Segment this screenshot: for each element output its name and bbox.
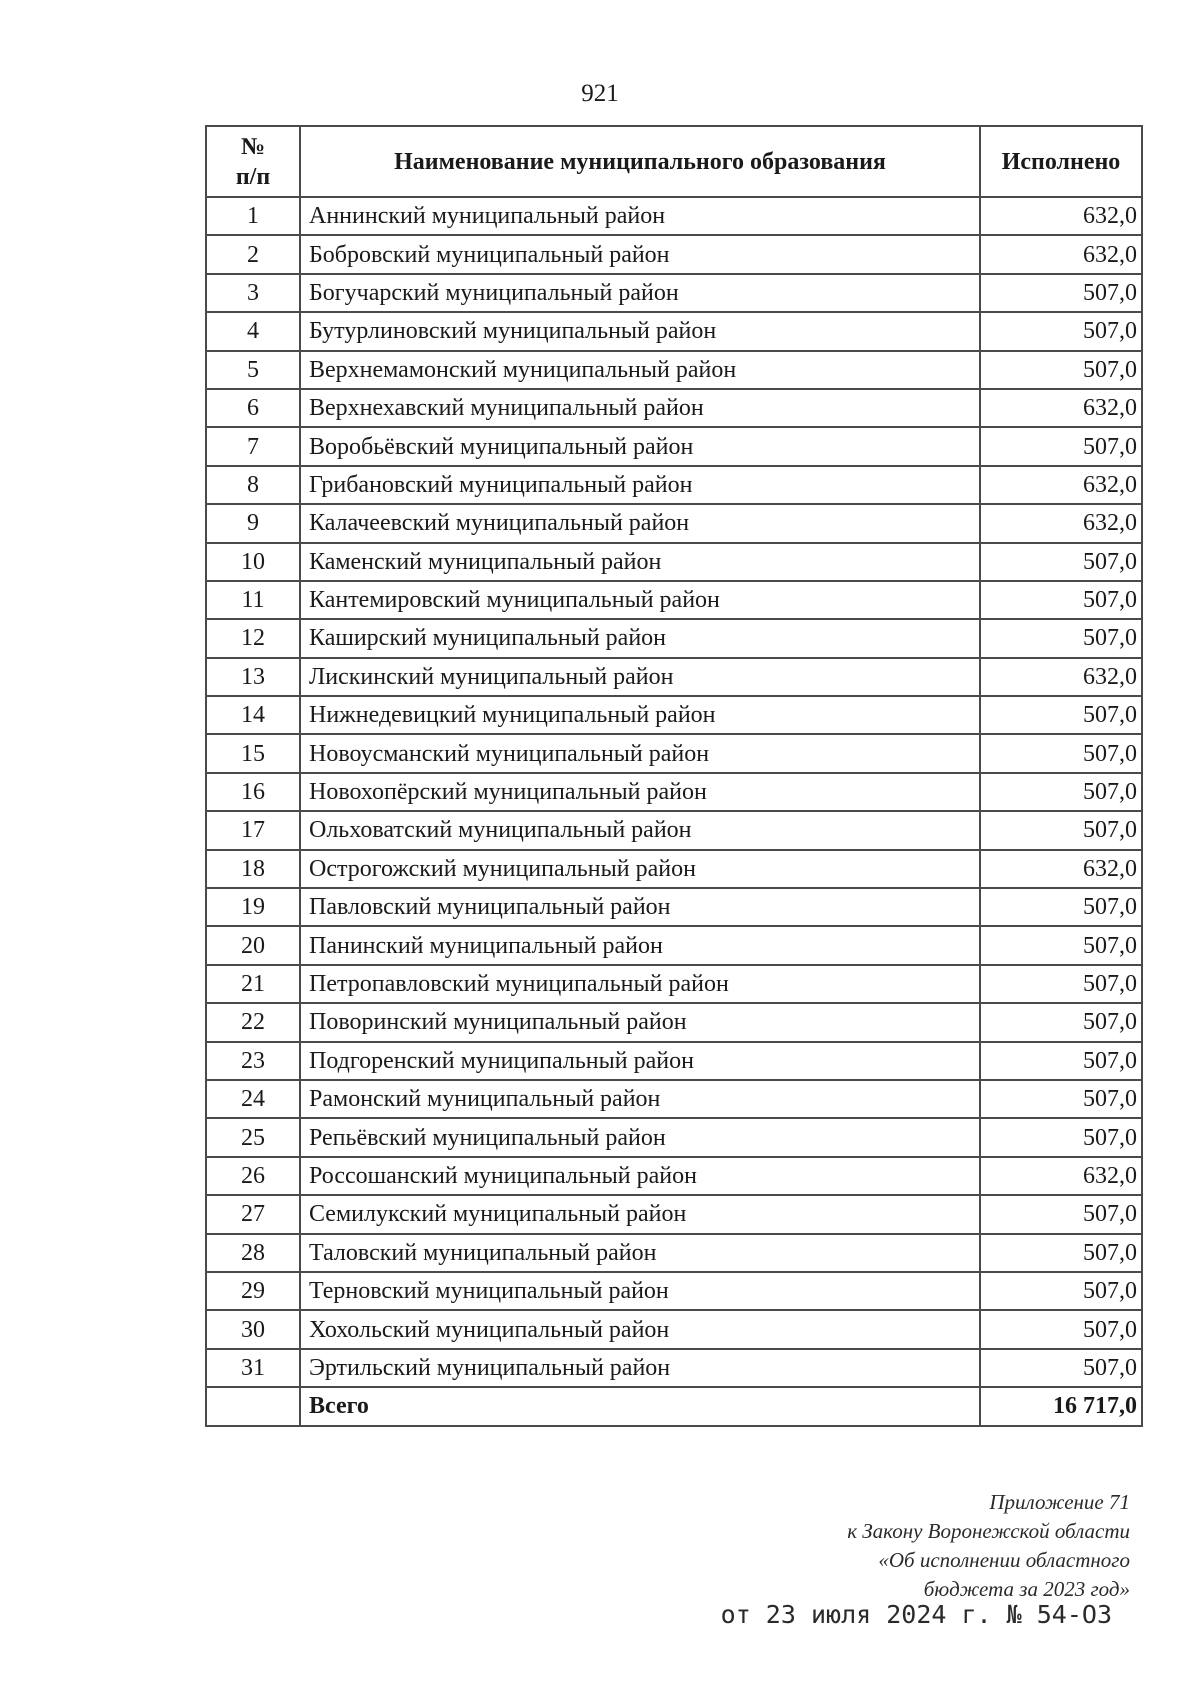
row-municipality-name: Семилукский муниципальный район xyxy=(300,1195,980,1233)
table-row xyxy=(206,1042,1142,1080)
header-name: Наименование муниципального образования xyxy=(300,126,980,197)
table-body xyxy=(206,197,1142,1426)
table-row xyxy=(206,1310,1142,1348)
annex-caption xyxy=(0,1488,1130,1604)
row-municipality-name: Поворинский муниципальный район xyxy=(300,1003,980,1041)
header-number xyxy=(206,126,300,197)
budget-table xyxy=(205,125,1143,1427)
row-number: 15 xyxy=(206,734,300,772)
row-municipality-name: Хохольский муниципальный район xyxy=(300,1310,980,1348)
row-executed-value: 507,0 xyxy=(980,619,1142,657)
table-row xyxy=(206,773,1142,811)
row-number: 19 xyxy=(206,888,300,926)
table-row xyxy=(206,351,1142,389)
table-row xyxy=(206,581,1142,619)
row-municipality-name: Калачеевский муниципальный район xyxy=(300,504,980,542)
row-municipality-name: Таловский муниципальный район xyxy=(300,1234,980,1272)
annex-line: Приложение 71 xyxy=(989,1490,1130,1514)
table-row xyxy=(206,696,1142,734)
annex-line: к Закону Воронежской области xyxy=(847,1519,1130,1543)
row-number: 21 xyxy=(206,965,300,1003)
table-row xyxy=(206,504,1142,542)
table-row xyxy=(206,850,1142,888)
row-number: 10 xyxy=(206,543,300,581)
row-municipality-name: Россошанский муниципальный район xyxy=(300,1157,980,1195)
row-municipality-name: Павловский муниципальный район xyxy=(300,888,980,926)
row-number: 24 xyxy=(206,1080,300,1118)
table-total-row xyxy=(206,1387,1142,1425)
row-executed-value: 632,0 xyxy=(980,658,1142,696)
row-municipality-name: Петропавловский муниципальный район xyxy=(300,965,980,1003)
page-number: 921 xyxy=(581,80,619,107)
table-row xyxy=(206,658,1142,696)
table-row xyxy=(206,389,1142,427)
table-row xyxy=(206,1195,1142,1233)
row-executed-value: 507,0 xyxy=(980,965,1142,1003)
row-number: 27 xyxy=(206,1195,300,1233)
row-municipality-name: Бутурлиновский муниципальный район xyxy=(300,312,980,350)
row-executed-value: 507,0 xyxy=(980,696,1142,734)
row-number: 22 xyxy=(206,1003,300,1041)
row-municipality-name: Богучарский муниципальный район xyxy=(300,274,980,312)
row-number: 12 xyxy=(206,619,300,657)
table-row xyxy=(206,811,1142,849)
table-row xyxy=(206,965,1142,1003)
table-row xyxy=(206,1349,1142,1387)
table-row xyxy=(206,312,1142,350)
row-executed-value: 507,0 xyxy=(980,543,1142,581)
row-number: 6 xyxy=(206,389,300,427)
table-row xyxy=(206,619,1142,657)
row-number: 23 xyxy=(206,1042,300,1080)
row-municipality-name: Острогожский муниципальный район xyxy=(300,850,980,888)
total-value: 16 717,0 xyxy=(980,1387,1142,1425)
row-municipality-name: Подгоренский муниципальный район xyxy=(300,1042,980,1080)
law-date-stamp: от 23 июля 2024 г. № 54-ОЗ xyxy=(720,1600,1112,1629)
row-municipality-name: Ольховатский муниципальный район xyxy=(300,811,980,849)
row-executed-value: 632,0 xyxy=(980,504,1142,542)
row-number: 17 xyxy=(206,811,300,849)
row-number: 28 xyxy=(206,1234,300,1272)
table-row xyxy=(206,197,1142,235)
row-executed-value: 507,0 xyxy=(980,427,1142,465)
row-executed-value: 507,0 xyxy=(980,734,1142,772)
row-number: 5 xyxy=(206,351,300,389)
row-municipality-name: Верхнемамонский муниципальный район xyxy=(300,351,980,389)
row-executed-value: 632,0 xyxy=(980,466,1142,504)
row-number: 8 xyxy=(206,466,300,504)
row-number: 20 xyxy=(206,926,300,964)
table-row xyxy=(206,1003,1142,1041)
table-row xyxy=(206,734,1142,772)
row-executed-value: 632,0 xyxy=(980,235,1142,273)
header-number-abbr: п/п xyxy=(235,163,271,190)
row-executed-value: 507,0 xyxy=(980,773,1142,811)
row-executed-value: 507,0 xyxy=(980,1080,1142,1118)
row-executed-value: 632,0 xyxy=(980,197,1142,235)
header-number-symbol: № xyxy=(240,133,266,160)
row-number: 11 xyxy=(206,581,300,619)
row-number: 3 xyxy=(206,274,300,312)
row-number: 9 xyxy=(206,504,300,542)
annex-line: «Об исполнении областного xyxy=(878,1548,1130,1572)
row-municipality-name: Новохопёрский муниципальный район xyxy=(300,773,980,811)
row-number: 2 xyxy=(206,235,300,273)
row-executed-value: 632,0 xyxy=(980,389,1142,427)
row-municipality-name: Эртильский муниципальный район xyxy=(300,1349,980,1387)
row-municipality-name: Кантемировский муниципальный район xyxy=(300,581,980,619)
row-number: 13 xyxy=(206,658,300,696)
row-municipality-name: Верхнехавский муниципальный район xyxy=(300,389,980,427)
row-executed-value: 507,0 xyxy=(980,1118,1142,1156)
row-municipality-name: Терновский муниципальный район xyxy=(300,1272,980,1310)
total-label: Всего xyxy=(300,1387,980,1425)
table-row xyxy=(206,274,1142,312)
row-executed-value: 507,0 xyxy=(980,1234,1142,1272)
table-row xyxy=(206,1080,1142,1118)
row-municipality-name: Нижнедевицкий муниципальный район xyxy=(300,696,980,734)
row-executed-value: 632,0 xyxy=(980,1157,1142,1195)
row-municipality-name: Новоусманский муниципальный район xyxy=(300,734,980,772)
header-value: Исполнено xyxy=(980,126,1142,197)
row-number: 30 xyxy=(206,1310,300,1348)
row-municipality-name: Воробьёвский муниципальный район xyxy=(300,427,980,465)
row-number: 7 xyxy=(206,427,300,465)
row-number: 14 xyxy=(206,696,300,734)
row-municipality-name: Репьёвский муниципальный район xyxy=(300,1118,980,1156)
row-executed-value: 507,0 xyxy=(980,351,1142,389)
row-municipality-name: Каширский муниципальный район xyxy=(300,619,980,657)
row-executed-value: 507,0 xyxy=(980,1349,1142,1387)
row-municipality-name: Каменский муниципальный район xyxy=(300,543,980,581)
row-municipality-name: Аннинский муниципальный район xyxy=(300,197,980,235)
row-number: 18 xyxy=(206,850,300,888)
row-municipality-name: Лискинский муниципальный район xyxy=(300,658,980,696)
row-executed-value: 507,0 xyxy=(980,1003,1142,1041)
row-executed-value: 507,0 xyxy=(980,811,1142,849)
row-municipality-name: Бобровский муниципальный район xyxy=(300,235,980,273)
table-row xyxy=(206,1272,1142,1310)
row-executed-value: 507,0 xyxy=(980,312,1142,350)
budget-table-container xyxy=(205,125,1143,1427)
row-executed-value: 507,0 xyxy=(980,581,1142,619)
row-number: 29 xyxy=(206,1272,300,1310)
row-number: 16 xyxy=(206,773,300,811)
row-executed-value: 507,0 xyxy=(980,1310,1142,1348)
row-executed-value: 507,0 xyxy=(980,274,1142,312)
row-executed-value: 507,0 xyxy=(980,888,1142,926)
table-header-row xyxy=(206,126,1142,197)
table-row xyxy=(206,1118,1142,1156)
table-row xyxy=(206,1157,1142,1195)
annex-line: бюджета за 2023 год» xyxy=(923,1577,1130,1601)
table-row xyxy=(206,543,1142,581)
row-municipality-name: Рамонский муниципальный район xyxy=(300,1080,980,1118)
row-municipality-name: Панинский муниципальный район xyxy=(300,926,980,964)
total-number-empty xyxy=(206,1387,300,1425)
table-row xyxy=(206,926,1142,964)
table-row xyxy=(206,427,1142,465)
row-executed-value: 632,0 xyxy=(980,850,1142,888)
row-number: 1 xyxy=(206,197,300,235)
row-executed-value: 507,0 xyxy=(980,1195,1142,1233)
row-municipality-name: Грибановский муниципальный район xyxy=(300,466,980,504)
table-row xyxy=(206,888,1142,926)
row-executed-value: 507,0 xyxy=(980,1042,1142,1080)
table-row xyxy=(206,235,1142,273)
table-row xyxy=(206,1234,1142,1272)
row-number: 31 xyxy=(206,1349,300,1387)
table-row xyxy=(206,466,1142,504)
row-number: 25 xyxy=(206,1118,300,1156)
row-number: 26 xyxy=(206,1157,300,1195)
row-executed-value: 507,0 xyxy=(980,1272,1142,1310)
row-executed-value: 507,0 xyxy=(980,926,1142,964)
row-number: 4 xyxy=(206,312,300,350)
